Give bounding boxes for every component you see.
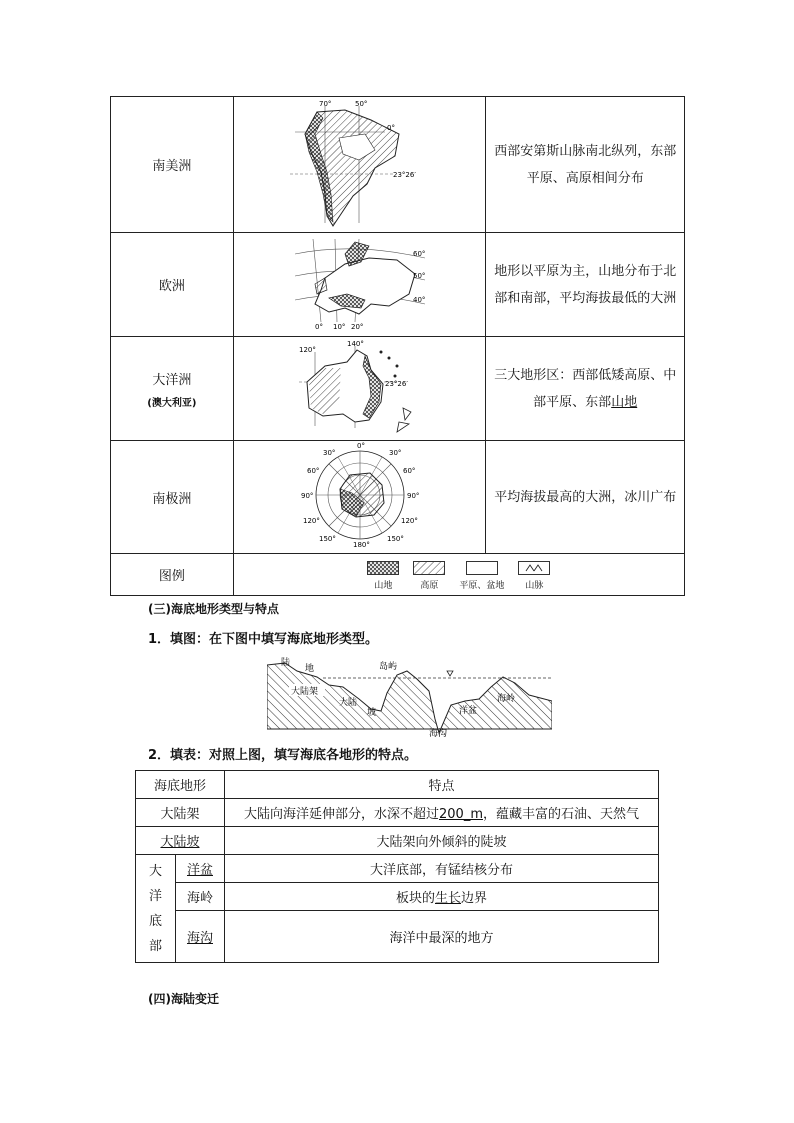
- lat-label: 23°26′: [384, 379, 408, 388]
- europe-map-icon: [285, 234, 435, 332]
- legend-label: 平原、盆地: [459, 580, 505, 591]
- map-oceania: [233, 337, 486, 441]
- term-cell-answer: 大陆坡: [136, 827, 225, 855]
- continent-table: [110, 96, 685, 596]
- profile-label-land: 陆: [281, 658, 291, 668]
- legend-item: [413, 561, 445, 591]
- lat-label: 0°: [386, 123, 395, 132]
- continent-name-text: 大洋洲: [152, 372, 192, 388]
- feature-cell: [225, 799, 659, 827]
- seafloor-profile-diagram: [267, 657, 552, 737]
- lon-label: 120°: [298, 345, 316, 354]
- feature-cell: 大洋底部，有锰结核分布: [225, 855, 659, 883]
- section-4-title: (四)海陆变迁: [148, 992, 219, 1006]
- map-europe: [233, 233, 486, 337]
- legend-label: 山地: [374, 580, 393, 591]
- lon-label: 60°: [306, 467, 319, 475]
- term-cell: 大陆架: [136, 799, 225, 827]
- feature-text: ，蕴藏丰富的石油、天然气: [482, 807, 639, 822]
- plain-swatch-icon: [466, 561, 498, 575]
- lon-label: 90°: [300, 492, 313, 500]
- profile-label-slope: 大陆: [339, 698, 358, 708]
- profile-label-slope: 坡: [367, 708, 377, 718]
- profile-label-basin: 洋盆: [459, 706, 478, 716]
- continent-name: [111, 337, 234, 441]
- table-row: [136, 799, 659, 827]
- lon-label: 20°: [350, 322, 363, 331]
- continent-desc: [486, 337, 685, 441]
- antarctica-map-icon: [285, 441, 435, 549]
- lon-label: 0°: [314, 322, 323, 331]
- legend: [233, 554, 684, 596]
- plateau-swatch-icon: [413, 561, 445, 575]
- term-cell: 海岭: [176, 883, 225, 911]
- legend-label: 高原: [420, 580, 439, 591]
- profile-label-ridge: 海岭: [497, 694, 516, 704]
- ocean-floor-cell: [136, 855, 176, 963]
- oceania-map-icon: [285, 338, 435, 436]
- lon-label: 120°: [302, 517, 320, 525]
- profile-label-shelf: 大陆架: [291, 687, 319, 697]
- desc-text: 三大地形区：西部低矮高原、中部平原、东部: [494, 367, 677, 410]
- lon-label: 120°: [400, 517, 418, 525]
- table-row: [136, 771, 659, 799]
- lon-label: 180°: [352, 541, 370, 549]
- profile-label-island: 岛屿: [379, 662, 398, 672]
- profile-label-trench: 海沟: [429, 729, 448, 737]
- table-row: [111, 97, 685, 233]
- desc-answer: 山地: [611, 394, 638, 410]
- floor-char: 洋: [148, 888, 162, 904]
- lat-label: 40°: [412, 295, 425, 304]
- south-america-map-icon: [275, 98, 445, 228]
- lon-label: 150°: [386, 535, 404, 543]
- term-cell-answer: 洋盆: [176, 855, 225, 883]
- profile-label-land: 地: [305, 664, 315, 674]
- question-2: 2．填表：对照上图，填写海底各地形的特点。: [148, 748, 418, 763]
- table-row: [136, 911, 659, 963]
- header-cell: 特点: [225, 771, 659, 799]
- table-row: [111, 233, 685, 337]
- legend-title: 图例: [111, 554, 234, 596]
- continent-desc: 西部安第斯山脉南北纵列，东部平原、高原相间分布: [486, 97, 685, 233]
- lon-label: 30°: [322, 449, 335, 457]
- header-cell: 海底地形: [136, 771, 225, 799]
- lat-label: 50°: [412, 271, 425, 280]
- lon-label: 90°: [406, 492, 419, 500]
- lon-label: 10°: [332, 322, 345, 331]
- lat-label: 23°26′: [392, 170, 416, 179]
- table-row: [111, 337, 685, 441]
- question-1: 1．填图：在下图中填写海底地形类型。: [148, 632, 379, 647]
- feature-text: 板块的: [395, 891, 435, 906]
- feature-answer: 200_m: [439, 807, 483, 822]
- table-row: [136, 855, 659, 883]
- lon-label: 150°: [318, 535, 336, 543]
- feature-cell: 大陆架向外倾斜的陡坡: [225, 827, 659, 855]
- legend-row: [111, 554, 685, 596]
- lon-label: 50°: [354, 99, 367, 108]
- lat-label: 60°: [412, 249, 425, 258]
- lon-label: 70°: [318, 99, 331, 108]
- legend-label: 山脉: [525, 580, 544, 591]
- floor-char: 底: [148, 913, 162, 929]
- map-antarctica: [233, 441, 486, 554]
- continent-desc: 地形以平原为主，山地分布于北部和南部，平均海拔最低的大洲: [486, 233, 685, 337]
- mountain-range-swatch-icon: [518, 561, 550, 575]
- feature-text: 大陆向海洋延伸部分，水深不超过: [243, 807, 439, 822]
- continent-name: 欧洲: [111, 233, 234, 337]
- floor-char: 部: [148, 938, 162, 954]
- continent-name: 南极洲: [111, 441, 234, 554]
- lon-label: 140°: [346, 339, 364, 348]
- feature-cell: [225, 883, 659, 911]
- table-row: [136, 883, 659, 911]
- legend-item: [367, 561, 399, 591]
- table-row: [111, 441, 685, 554]
- continent-name: 南美洲: [111, 97, 234, 233]
- lon-label: 60°: [402, 467, 415, 475]
- map-south-america: [233, 97, 486, 233]
- floor-char: 大: [148, 863, 162, 879]
- lon-label: 30°: [388, 449, 401, 457]
- section-3-title: (三)海底地形类型与特点: [148, 602, 279, 616]
- mountain-swatch-icon: [367, 561, 399, 575]
- feature-text: 边界: [461, 891, 488, 906]
- feature-cell: 海洋中最深的地方: [225, 911, 659, 963]
- legend-item: [459, 561, 504, 591]
- lon-label: 0°: [356, 442, 365, 450]
- continent-sub: (澳大利亚): [147, 397, 197, 409]
- table-row: [136, 827, 659, 855]
- seafloor-table: [135, 770, 659, 963]
- term-cell-answer: 海沟: [176, 911, 225, 963]
- feature-answer: 生长: [434, 891, 461, 906]
- legend-item: [518, 561, 550, 591]
- continent-desc: 平均海拔最高的大洲，冰川广布: [486, 441, 685, 554]
